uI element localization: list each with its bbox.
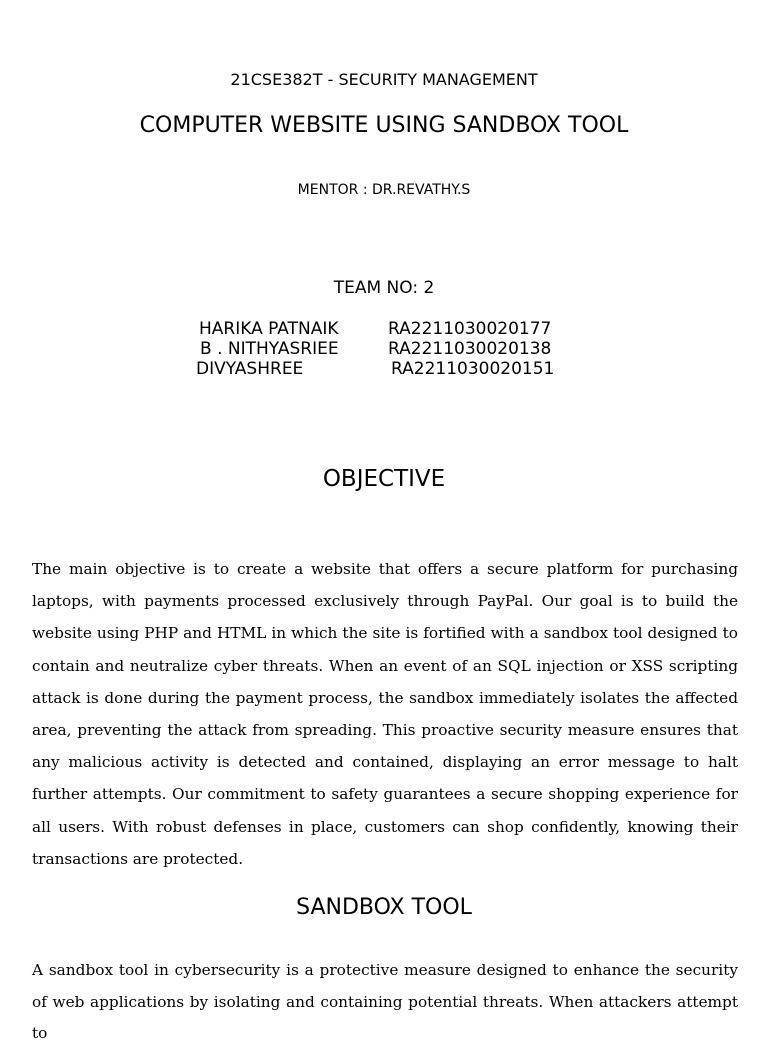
mentor-line: MENTOR : DR.REVATHY.S xyxy=(297,182,471,198)
project-title: COMPUTER WEBSITE USING SANDBOX TOOL xyxy=(139,113,629,138)
member-register-number: RA2211030020151 xyxy=(391,359,555,379)
member-name: DIVYASHREE xyxy=(196,359,304,379)
team-members-list xyxy=(196,319,596,379)
member-register-number: RA2211030020177 xyxy=(388,319,552,339)
team-member-row xyxy=(196,359,596,379)
member-name: B . NITHYASRIEE xyxy=(200,339,339,359)
member-name: HARIKA PATNAIK xyxy=(199,319,339,339)
objective-heading: OBJECTIVE xyxy=(322,466,446,492)
member-register-number: RA2211030020138 xyxy=(388,339,552,359)
team-member-row xyxy=(196,339,596,359)
sandbox-tool-paragraph: A sandbox tool in cybersecurity is a protective measure designed to enhance the security of web applications by isolating and containing potential threats. When attackers attempt to xyxy=(32,961,738,1042)
team-number: TEAM NO: 2 xyxy=(333,278,435,298)
course-code-title: 21CSE382T - SECURITY MANAGEMENT xyxy=(230,70,538,89)
objective-paragraph: The main objective is to create a website that offers a secure platform for purchasing laptops, with payments processed exclusively through PayPal. Our goal is to build the website using PHP and HTML in which the site is fortified with a sandbox tool designed to contain and neutralize cyber threats. When an event of an SQL injection or XSS scripting attack is done during the payment process, the sandbox immediately isolates the affected area, preventing the attack from spreading. This proactive security measure ensures that any malicious activity is detected and contained, displaying an error message to halt further attempts. Our commitment to safety guarantees a secure shopping experience for all users. With robust defenses in place, customers can shop confidently, knowing their transactions are protected. xyxy=(32,560,738,868)
team-member-row xyxy=(196,319,596,339)
sandbox-tool-heading: SANDBOX TOOL xyxy=(296,895,472,920)
